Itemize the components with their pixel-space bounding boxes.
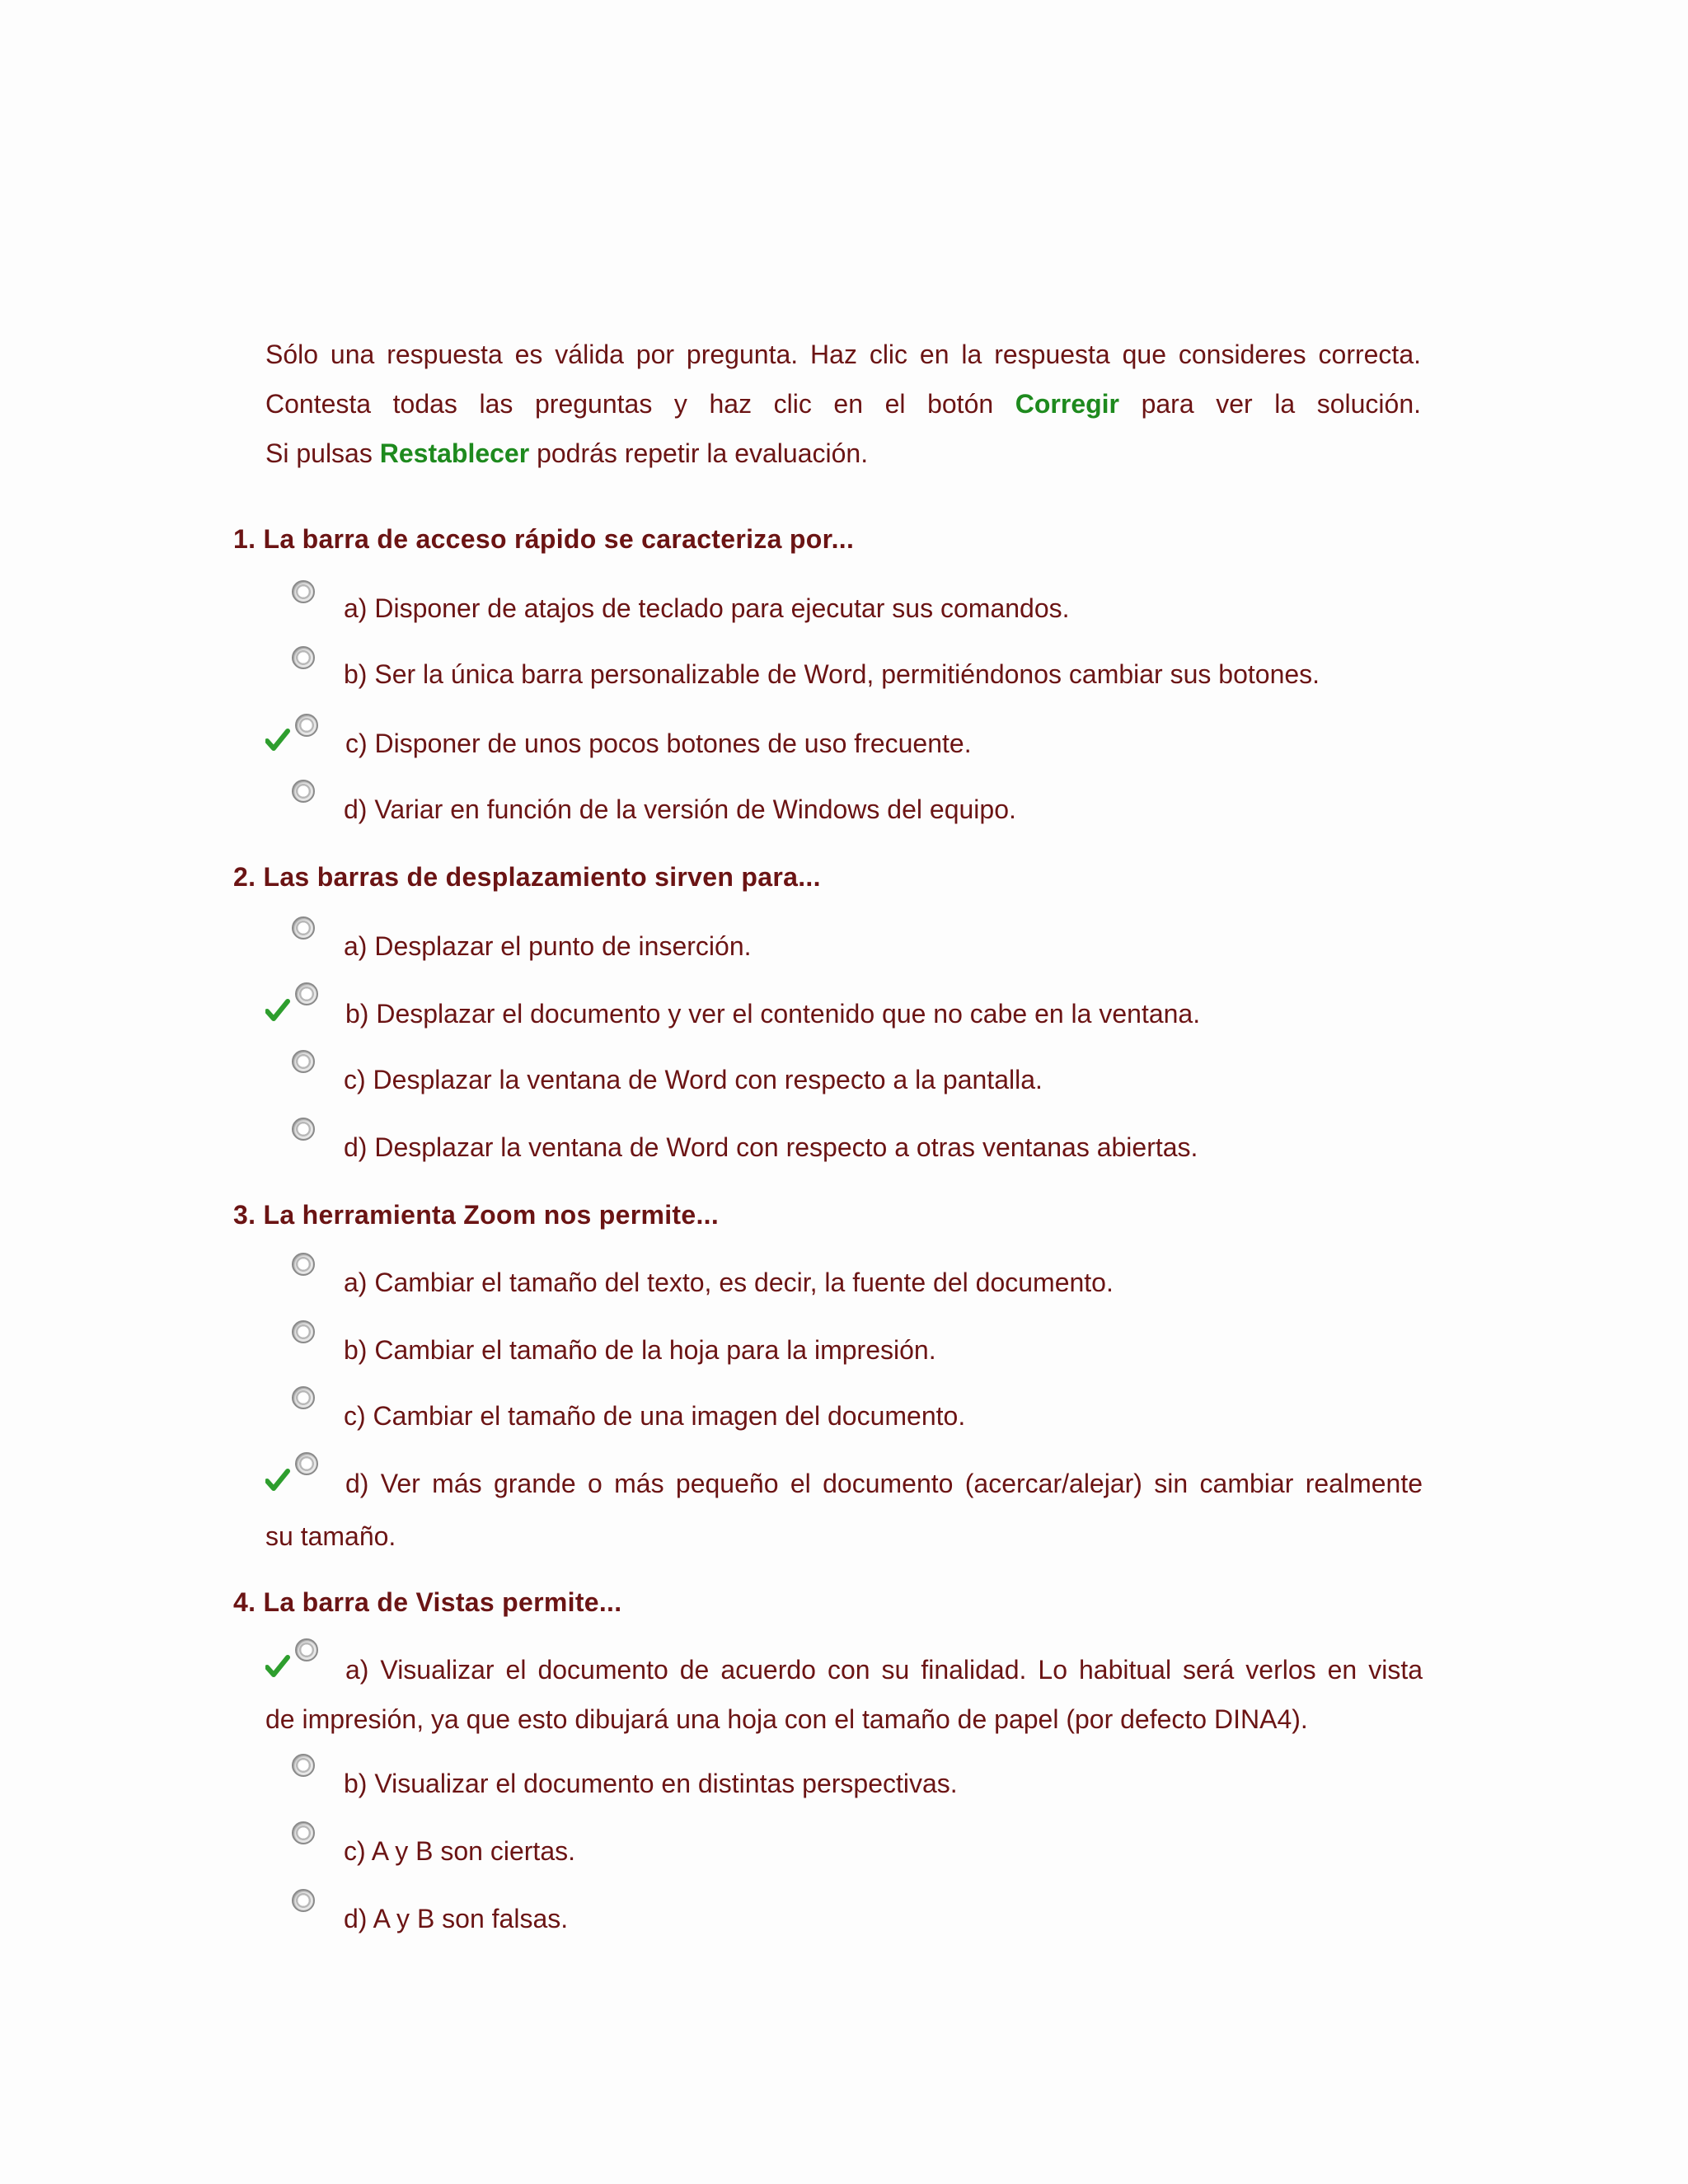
radio-button[interactable]	[292, 916, 315, 940]
question-4-title: 4. La barra de Vistas permite...	[233, 1587, 622, 1617]
question-3-title: 3. La herramienta Zoom nos permite...	[233, 1200, 720, 1230]
option-2d[interactable]	[0, 1116, 1688, 1165]
option-3b[interactable]	[0, 1319, 1688, 1368]
radio-button[interactable]	[295, 1638, 318, 1661]
option-4d[interactable]	[0, 1887, 1688, 1937]
option-text: b) Desplazar el documento y ver el contenido que no cabe en la ventana.	[345, 999, 1201, 1029]
option-text: b) Cambiar el tamaño de la hoja para la impresión.	[344, 1335, 936, 1365]
option-text: a) Cambiar el tamaño del texto, es decir, la fuente del documento.	[344, 1268, 1114, 1297]
radio-button[interactable]	[292, 1253, 315, 1276]
instructions-text: Contesta todas las preguntas y haz clic en el botón	[265, 389, 994, 419]
option-4a[interactable]	[0, 1637, 1688, 1686]
radio-button[interactable]	[292, 1386, 315, 1409]
option-text: c) Disponer de unos pocos botones de uso frecuente.	[345, 729, 972, 758]
option-2a[interactable]	[0, 915, 1688, 964]
instructions-text: Si pulsas	[265, 438, 373, 468]
instructions-text: para ver la solución.	[1141, 389, 1422, 419]
option-3d[interactable]	[0, 1451, 1688, 1500]
option-text: d) Variar en función de la versión de Windows del equipo.	[344, 794, 1016, 824]
option-text: d) Desplazar la ventana de Word con respecto a otras ventanas abiertas.	[344, 1132, 1198, 1162]
instructions-line-2	[265, 379, 1421, 429]
corregir-label: Corregir	[1015, 389, 1119, 419]
check-icon	[265, 1469, 290, 1492]
option-1b[interactable]	[0, 643, 1688, 692]
radio-button[interactable]	[292, 1889, 315, 1912]
option-4c[interactable]	[0, 1820, 1688, 1869]
instructions	[265, 330, 1421, 478]
radio-button[interactable]	[292, 1821, 315, 1844]
option-2c[interactable]	[0, 1048, 1688, 1098]
radio-button[interactable]	[292, 1118, 315, 1141]
instructions-line-3	[265, 429, 1421, 478]
instructions-text: podrás repetir la evaluación.	[537, 438, 869, 468]
option-2b[interactable]	[0, 981, 1688, 1030]
restablecer-label: Restablecer	[379, 438, 530, 468]
radio-button[interactable]	[292, 1754, 315, 1777]
option-text: a) Desplazar el punto de inserción.	[344, 931, 752, 961]
option-text: d) A y B son falsas.	[344, 1904, 569, 1933]
option-3c[interactable]	[0, 1385, 1688, 1434]
option-3a[interactable]	[0, 1251, 1688, 1301]
check-icon	[265, 999, 290, 1022]
radio-button[interactable]	[292, 1050, 315, 1073]
option-text: b) Ser la única barra personalizable de Word, permitiéndonos cambiar sus botones.	[344, 659, 1320, 689]
option-text: c) Desplazar la ventana de Word con respecto a la pantalla.	[344, 1065, 1043, 1094]
radio-button[interactable]	[295, 714, 318, 737]
question-1-title: 1. La barra de acceso rápido se caracteriza por...	[233, 524, 855, 554]
option-1a[interactable]	[0, 577, 1688, 626]
option-text: a) Visualizar el documento de acuerdo con su finalidad. Lo habitual será verlos en vista	[345, 1655, 1423, 1685]
question-2-title: 2. Las barras de desplazamiento sirven para...	[233, 862, 821, 892]
option-3d-continuation: su tamaño.	[265, 1521, 396, 1551]
option-text: b) Visualizar el documento en distintas perspectivas.	[344, 1769, 958, 1798]
option-1d[interactable]	[0, 778, 1688, 827]
radio-button[interactable]	[292, 1320, 315, 1343]
option-text: a) Disponer de atajos de teclado para ejecutar sus comandos.	[344, 593, 1070, 623]
radio-button[interactable]	[295, 1452, 318, 1475]
radio-button[interactable]	[292, 580, 315, 603]
radio-button[interactable]	[292, 646, 315, 669]
option-4a-continuation: de impresión, ya que esto dibujará una hoja con el tamaño de papel (por defecto DINA4).	[265, 1704, 1308, 1734]
option-text: d) Ver más grande o más pequeño el documento (acercar/alejar) sin cambiar realmente	[345, 1469, 1423, 1498]
option-1c[interactable]	[0, 710, 1688, 760]
instructions-line-1: Sólo una respuesta es válida por pregunta. Haz clic en la respuesta que consideres correcta.	[265, 340, 1421, 369]
radio-button[interactable]	[292, 780, 315, 803]
radio-button[interactable]	[295, 982, 318, 1005]
option-text: c) Cambiar el tamaño de una imagen del documento.	[344, 1401, 966, 1431]
option-text: c) A y B son ciertas.	[344, 1836, 575, 1866]
check-icon	[265, 1655, 290, 1678]
check-icon	[265, 729, 290, 752]
option-4b[interactable]	[0, 1752, 1688, 1802]
